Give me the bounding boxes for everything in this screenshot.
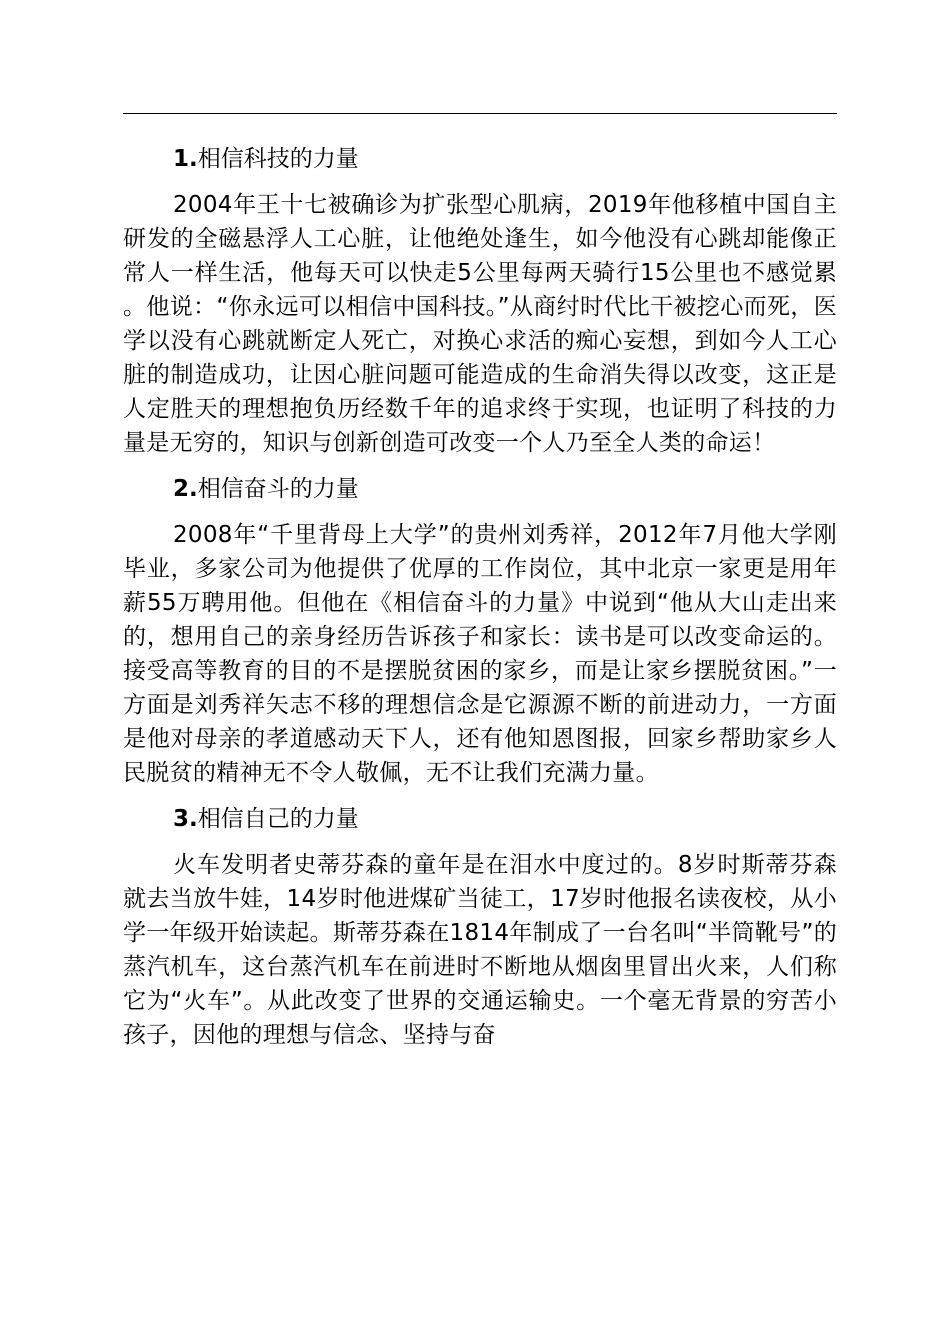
section-1-heading (123, 142, 837, 176)
section-2-title: 相信奋斗的力量 (197, 476, 359, 502)
section-3-paragraph: 火车发明者史蒂芬森的童年是在泪水中度过的。8岁时斯蒂芬森就去当放牛娃，14岁时他进煤矿当徒工，17岁时他报名读夜校，从小学一年级开始读起。斯蒂芬森在1814年制成了一台名叫“半筒靴号”的蒸汽机车，这台蒸汽机车在前进时不断地从烟囱里冒出火来，人们称它为“火车”。从此改变了世界的交通运输史。一个毫无背景的穷苦小孩子，因他的理想与信念、坚持与奋 (123, 852, 837, 1048)
header-rule (123, 113, 837, 114)
section-1-title: 相信科技的力量 (197, 146, 359, 172)
section-1-paragraph: 2004年王十七被确诊为扩张型心肌病，2019年他移植中国自主研发的全磁悬浮人工心脏，让他绝处逢生，如今他没有心跳却能像正常人一样生活，他每天可以快走5公里每两天骑行15公里也不感觉累。他说：“你永远可以相信中国科技。”从商纣时代比干被挖心而死，医学以没有心跳就断定人死亡，对换心求活的痴心妄想，到如今人工心脏的制造成功，让因心脏问题可能造成的生命消失得以改变，这正是人定胜天的理想抱负历经数千年的追求终于实现，也证明了科技的力量是无穷的，知识与创新创造可改变一个人乃至全人类的命运！ (123, 192, 837, 456)
section-3-heading (123, 802, 837, 836)
document-body (123, 142, 837, 1064)
section-1-number: 1. (173, 146, 198, 172)
section-2-number: 2. (173, 476, 198, 502)
section-2-paragraph: 2008年“千里背母上大学”的贵州刘秀祥，2012年7月他大学刚毕业，多家公司为他提供了优厚的工作岗位，其中北京一家更是用年薪55万聘用他。但他在《相信奋斗的力量》中说到“他从大山走出来的，想用自己的亲身经历告诉孩子和家长：读书是可以改变命运的。接受高等教育的目的不是摆脱贫困的家乡，而是让家乡摆脱贫困。”一方面是刘秀祥矢志不移的理想信念是它源源不断的前进动力，一方面是他对母亲的孝道感动天下人，还有他知恩图报，回家乡帮助家乡人民脱贫的精神无不令人敬佩，无不让我们充满力量。 (123, 522, 837, 786)
section-2-heading (123, 472, 837, 506)
section-3-number: 3. (173, 806, 198, 832)
section-3-title: 相信自己的力量 (197, 806, 359, 832)
